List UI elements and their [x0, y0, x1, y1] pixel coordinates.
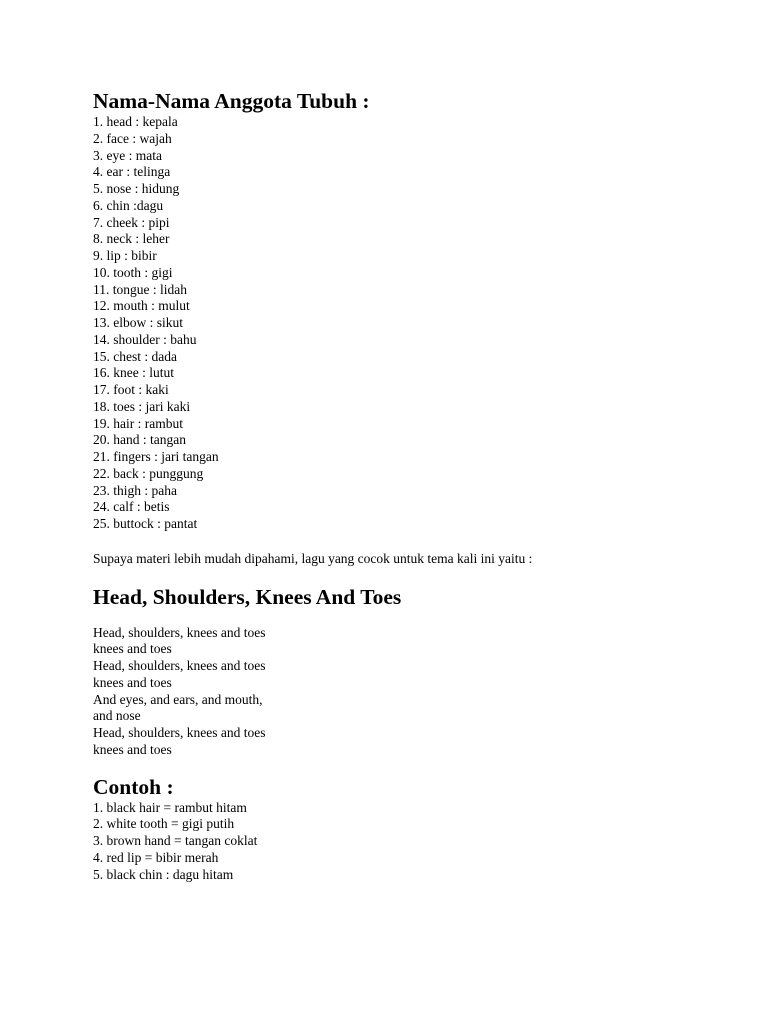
lyric-line: and nose	[93, 708, 141, 724]
list-item: 25. buttock : pantat	[93, 516, 198, 531]
list-item: 12. mouth : mulut	[93, 298, 190, 314]
song-title: Head, Shoulders, Knees And Toes	[93, 584, 402, 609]
list-item: 16. knee : lutut	[93, 365, 174, 381]
lyric-line: knees and toes	[93, 674, 172, 690]
list-item: 2. white tooth = gigi putih	[93, 816, 235, 832]
list-item: 7. cheek : pipi	[93, 214, 170, 230]
list-item: 3. brown hand = tangan coklat	[93, 833, 258, 848]
section-title-contoh: Contoh :	[93, 774, 174, 799]
list-item: 6. chin :dagu	[93, 197, 164, 213]
lyric-line: Head, shoulders, knees and toes	[93, 658, 266, 673]
list-item: 23. thigh : paha	[93, 482, 177, 498]
example-list	[93, 800, 733, 884]
list-item: 3. eye : mata	[93, 147, 162, 163]
list-item: 11. tongue : lidah	[93, 281, 187, 297]
list-item: 21. fingers : jari tangan	[93, 449, 219, 464]
list-item: 2. face : wajah	[93, 130, 172, 146]
list-item: 13. elbow : sikut	[93, 315, 183, 330]
section-title-anggota-tubuh: Nama-Nama Anggota Tubuh :	[93, 89, 370, 113]
list-item: 20. hand : tangan	[93, 432, 186, 448]
lyric-line: Head, shoulders, knees and toes	[93, 624, 266, 640]
song-lyrics	[93, 625, 733, 759]
document-content	[93, 88, 733, 883]
lyric-line: Head, shoulders, knees and toes	[93, 725, 266, 740]
list-item: 17. foot : kaki	[93, 382, 169, 397]
list-item: 5. nose : hidung	[93, 181, 180, 196]
list-item: 19. hair : rambut	[93, 415, 183, 431]
list-item: 14. shoulder : bahu	[93, 331, 197, 347]
list-item: 8. neck : leher	[93, 231, 170, 247]
list-item: 15. chest : dada	[93, 348, 177, 364]
list-item: 18. toes : jari kaki	[93, 398, 191, 414]
lyric-line: knees and toes	[93, 741, 172, 757]
list-item: 24. calf : betis	[93, 499, 170, 515]
list-item: 4. red lip = bibir merah	[93, 849, 219, 865]
list-item: 22. back : punggung	[93, 465, 204, 481]
list-item: 10. tooth : gigi	[93, 264, 173, 280]
list-item: 5. black chin : dagu hitam	[93, 866, 234, 882]
list-item: 9. lip : bibir	[93, 248, 157, 263]
intro-paragraph: Supaya materi lebih mudah dipahami, lagu yang cocok untuk tema kali ini yaitu :	[93, 550, 533, 566]
body-parts-list	[93, 114, 733, 533]
lyric-line: And eyes, and ears, and mouth,	[93, 691, 263, 707]
list-item: 4. ear : telinga	[93, 164, 171, 180]
list-item: 1. black hair = rambut hitam	[93, 799, 247, 815]
lyric-line: knees and toes	[93, 641, 172, 657]
list-item: 1. head : kepala	[93, 114, 178, 129]
